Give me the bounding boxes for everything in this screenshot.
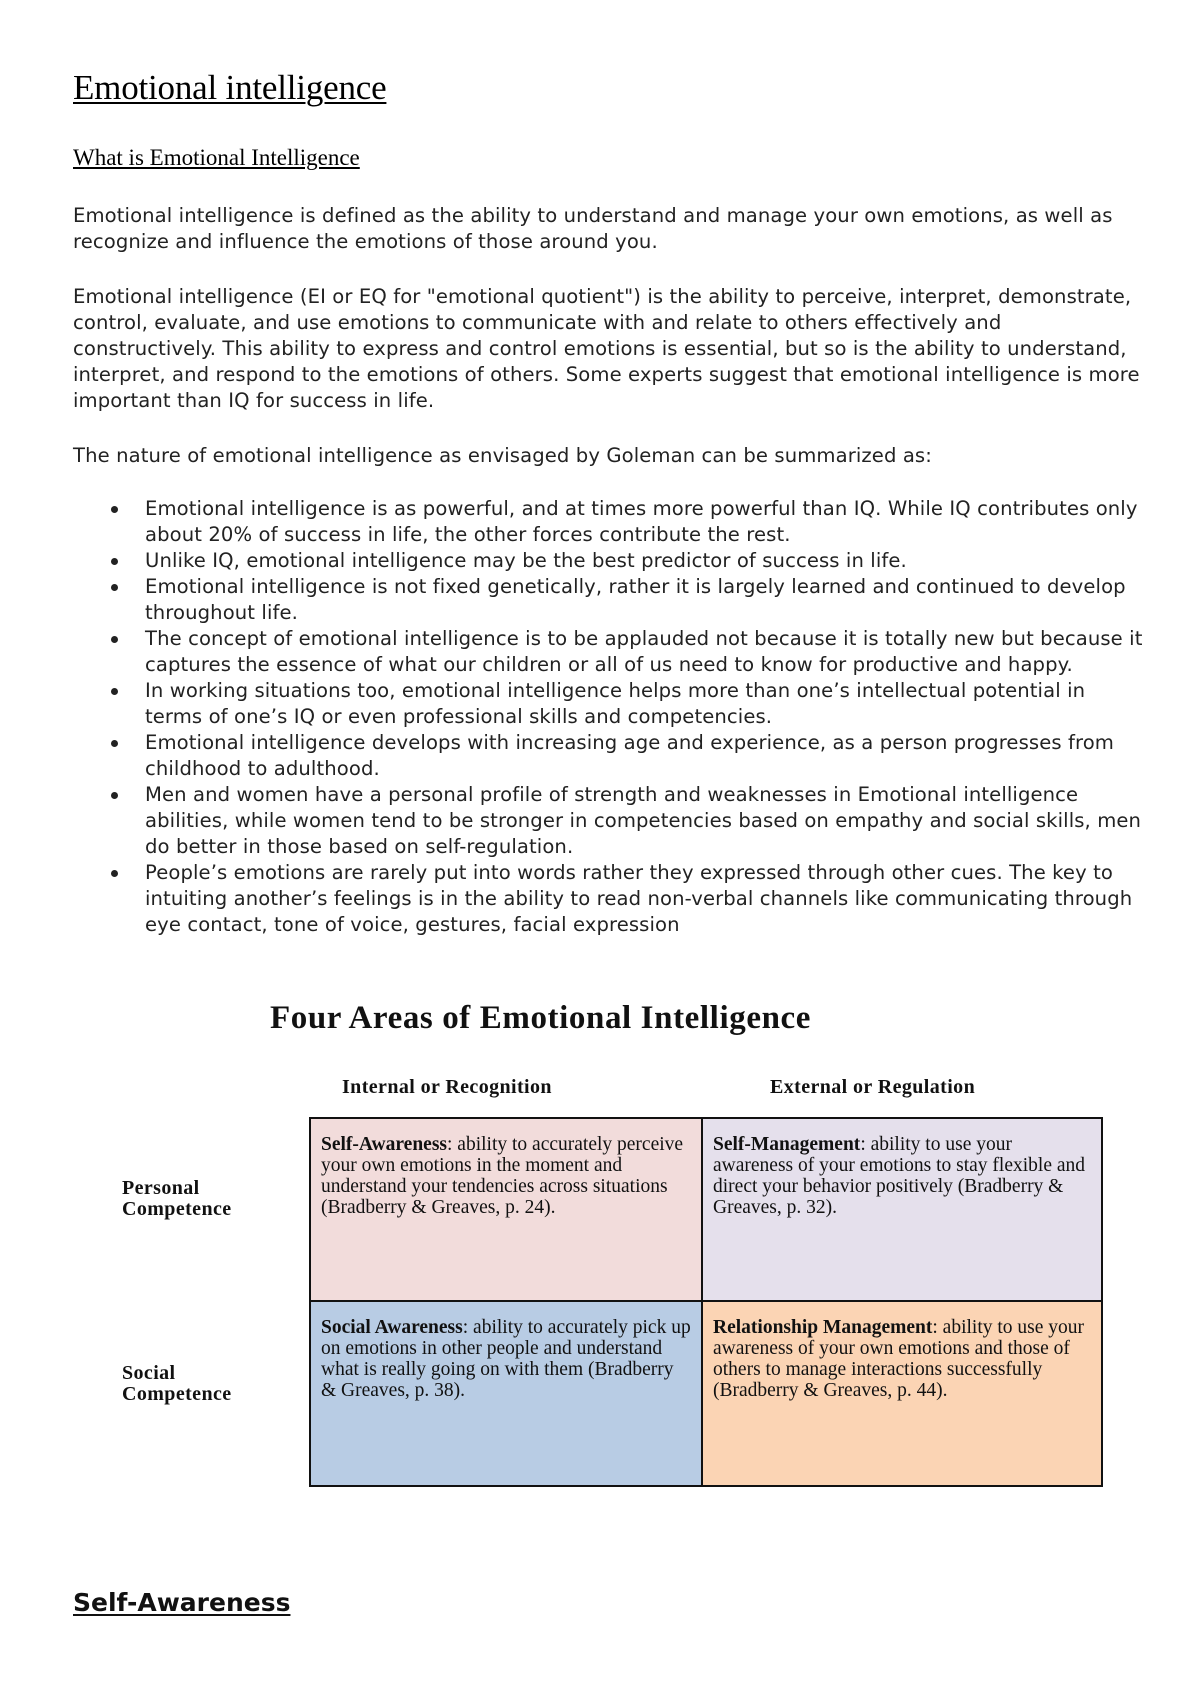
list-item	[73, 496, 1143, 548]
row-header-social	[122, 1363, 232, 1405]
cell-description: : ability to use your awareness of your emotions to stay flexible and direct your behavior positively (Bradberry & Greaves, p. 32).	[713, 1134, 1086, 1218]
paragraph-definition: Emotional intelligence is defined as the ability to understand and manage your own emotions, as well as recognize and influence the emotions of those around you.	[73, 204, 1113, 253]
cell-self-management	[703, 1119, 1101, 1302]
column-header-internal: Internal or Recognition	[342, 1076, 552, 1098]
cell-description: : ability to use your awareness of your own emotions and those of others to manage interactions successfully (Bradberry & Greaves, p. 44).	[713, 1317, 1085, 1401]
bullet-icon	[111, 506, 118, 513]
row-header-line: Social	[122, 1362, 176, 1384]
row-header-line: Competence	[122, 1198, 232, 1220]
quadrant-grid	[309, 1117, 1103, 1487]
list-item-text: In working situations too, emotional intelligence helps more than one’s intellectual potential in terms of one’s IQ or even professional skills and competencies.	[145, 679, 1086, 728]
section-heading-self-awareness: Self-Awareness	[73, 1588, 291, 1617]
cell-relationship-management	[703, 1302, 1101, 1485]
document-subtitle: What is Emotional Intelligence	[73, 145, 360, 170]
bullet-icon	[111, 636, 118, 643]
list-item-text: The concept of emotional intelligence is to be applauded not because it is totally new but because it captures the essence of what our children or all of us need to know for productive and happy.	[145, 627, 1143, 676]
list-item	[73, 626, 1143, 678]
cell-self-awareness	[311, 1119, 703, 1302]
list-item-text: Unlike IQ, emotional intelligence may be the best predictor of success in life.	[145, 549, 907, 572]
bullet-icon	[111, 740, 118, 747]
paragraph-ei-eq: Emotional intelligence (EI or EQ for "emotional quotient") is the ability to perceive, interpret, demonstrate, control, evaluate, and use emotions to communicate with and relate to others effectively and constructively. This ability to express and control emotions is essential, but so is the ability to understand, interpret, and respond to the emotions of others. Some experts suggest that emotional intelligence is more important than IQ for success in life.	[73, 285, 1140, 412]
document-title: Emotional intelligence	[73, 68, 387, 107]
list-item-text: People’s emotions are rarely put into words rather they expressed through other cues. The key to intuiting another’s feelings is in the ability to read non-verbal channels like communicating through eye contact, tone of voice, gestures, facial expression	[145, 861, 1133, 936]
list-item-text: Emotional intelligence is not fixed genetically, rather it is largely learned and continued to develop throughout life.	[145, 575, 1126, 624]
cell-social-awareness	[311, 1302, 703, 1485]
list-item-text: Men and women have a personal profile of strength and weaknesses in Emotional intelligence abilities, while women tend to be stronger in competencies based on empathy and social skills, men do better in those based on self-regulation.	[145, 783, 1142, 858]
list-item-text: Emotional intelligence develops with increasing age and experience, as a person progresses from childhood to adulthood.	[145, 731, 1114, 780]
row-header-personal	[122, 1178, 232, 1220]
list-item	[73, 782, 1143, 860]
four-areas-figure	[110, 1000, 1110, 1500]
list-item	[73, 548, 1143, 574]
figure-title: Four Areas of Emotional Intelligence	[270, 1000, 812, 1036]
list-item	[73, 730, 1143, 782]
list-item	[73, 678, 1143, 730]
paragraph-goleman-intro: The nature of emotional intelligence as envisaged by Goleman can be summarized as:	[73, 444, 932, 467]
goleman-bullet-list	[73, 496, 1143, 938]
cell-description: : ability to accurately perceive your own emotions in the moment and understand your tendencies across situations (Bradberry & Greaves, p. 24).	[321, 1134, 684, 1218]
bullet-icon	[111, 688, 118, 695]
bullet-icon	[111, 584, 118, 591]
list-item-text: Emotional intelligence is as powerful, and at times more powerful than IQ. While IQ contributes only about 20% of success in life, the other forces contribute the rest.	[145, 497, 1138, 546]
cell-term: Relationship Management	[713, 1317, 933, 1338]
cell-term: Self-Management	[713, 1134, 861, 1155]
bullet-icon	[111, 792, 118, 799]
list-item	[73, 574, 1143, 626]
cell-description: : ability to accurately pick up on emotions in other people and understand what is really going on with them (Bradberry & Greaves, p. 38).	[321, 1317, 691, 1401]
row-header-line: Competence	[122, 1383, 232, 1405]
column-header-external: External or Regulation	[770, 1076, 976, 1098]
list-item	[73, 860, 1143, 938]
row-header-line: Personal	[122, 1177, 200, 1199]
cell-term: Social Awareness	[321, 1317, 463, 1338]
bullet-icon	[111, 870, 118, 877]
cell-term: Self-Awareness	[321, 1134, 448, 1155]
bullet-icon	[111, 558, 118, 565]
